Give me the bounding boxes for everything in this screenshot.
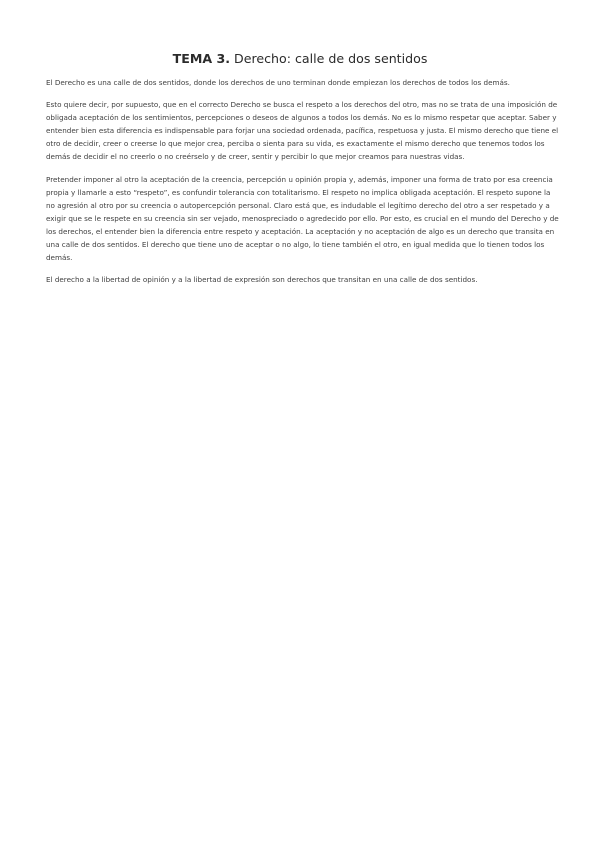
paragraph-3: Pretender imponer al otro la aceptación de la creencia, percepción u opinión propia y, además, imponer una forma de trato por esa creencia propia y llamarle a esto “respeto”, es confundir tolerancia con totalitarismo. El respeto no implica obligada aceptación. El respeto supone la no agresión al otro por su creencia o autopercepción personal. Claro está que, es indudable el legítimo derecho del otro a ser respetado y a exigir que se le respete en su creencia sin ser vejado, menospreciado o agredecido por ello. Por esto, es crucial en el mundo del Derecho y de los derechos, el entender bien la diferencia entre respeto y aceptación. La aceptación y no aceptación de algo es un derecho que transita en una calle de dos sentidos. El derecho que tiene uno de aceptar o no algo, lo tiene también el otro, en igual medida que lo tienen todos los demás. [46,174,559,262]
title-number: TEMA 3. [172,51,231,66]
title-text: Derecho: calle de dos sentidos [230,51,428,66]
paragraph-4: El derecho a la libertad de opinión y a la libertad de expresión son derechos que transitan en una calle de dos sentidos. [46,275,478,285]
document-body [46,76,560,296]
paragraph-1: El Derecho es una calle de dos sentidos, donde los derechos de uno terminan donde empiezan los derechos de todos los demás. [46,78,510,87]
document-title [0,50,600,68]
paragraph-2: Esto quiere decir, por supuesto, que en el correcto Derecho se busca el respeto a los derechos del otro, mas no se trata de una imposición de obligada aceptación de los sentimientos, percepciones o deseos de algunos a todos los demás. No es lo mismo respetar que aceptar. Saber y entender bien esta diferencia es indispensable para forjar una sociedad ordenada, pacífica, respetuosa y justa. El mismo derecho que tiene el otro de decidir, creer o creerse lo que mejor crea, perciba o sienta para su vida, es exactamente el mismo derecho que tenemos todos los demás de decidir el no creerlo o no creérselo y de creer, sentir y percibir lo que mejor creamos para nuestras vidas. [46,100,559,162]
